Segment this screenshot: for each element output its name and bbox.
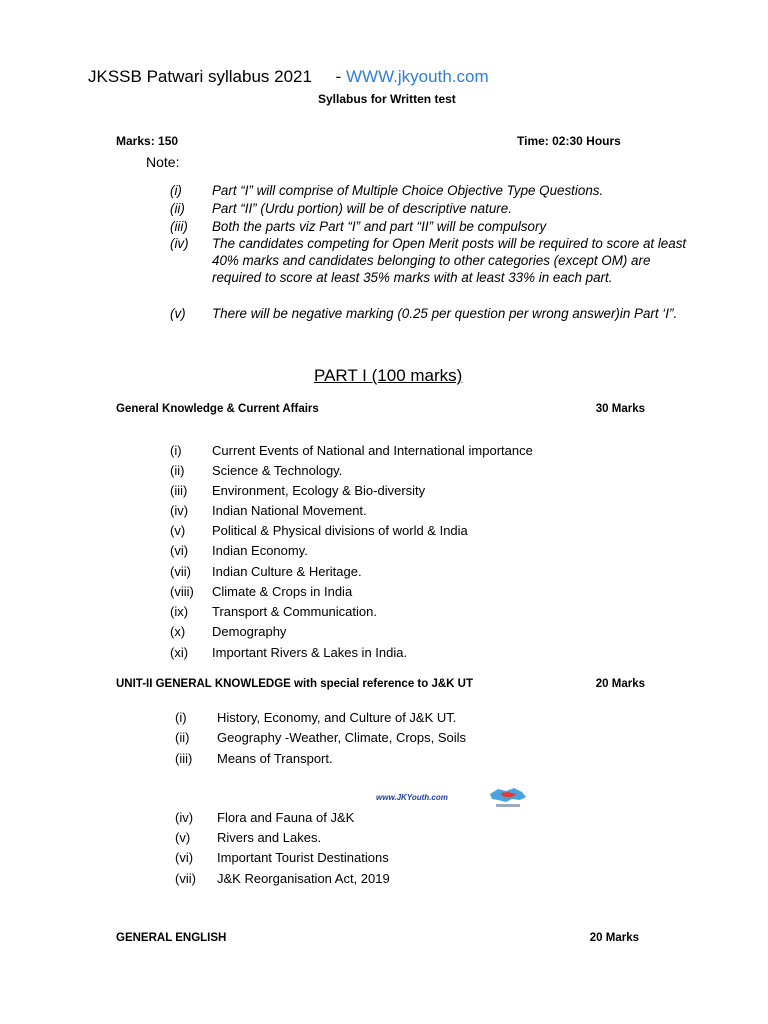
item-number: (v) xyxy=(175,830,191,845)
note-item xyxy=(170,200,690,217)
item-text: Demography xyxy=(212,624,287,639)
item-number: (ii) xyxy=(170,463,185,478)
item-text: Science & Technology. xyxy=(212,463,343,478)
item-text: J&K Reorganisation Act, 2019 xyxy=(217,871,390,886)
section-title: GENERAL ENGLISH xyxy=(116,932,227,944)
item-text: Indian National Movement. xyxy=(212,503,367,518)
note-number: (i) xyxy=(170,183,182,198)
note-text: The candidates competing for Open Merit posts will be required to score at least 40% marks and candidates belonging to other categories (except OM) are required to score at least 35% marks with at least 33% in each part. xyxy=(212,236,687,285)
section-marks: 30 Marks xyxy=(595,403,645,415)
note-text: There will be negative marking (0.25 per question per wrong answer)in Part ‘I”. xyxy=(212,306,678,321)
title-text: JKSSB Patwari syllabus 2021 xyxy=(88,67,312,86)
part-one-heading: PART I (100 marks) xyxy=(314,366,463,385)
item-text: Flora and Fauna of J&K xyxy=(217,810,355,825)
note-item xyxy=(170,218,690,235)
item-text: Environment, Ecology & Bio-diversity xyxy=(212,483,426,498)
note-text: Part “II” (Urdu portion) will be of descriptive nature. xyxy=(212,201,512,216)
note-text: Part “I” will comprise of Multiple Choice Objective Type Questions. xyxy=(212,183,604,198)
section-title: UNIT-II GENERAL KNOWLEDGE with special reference to J&K UT xyxy=(116,678,473,690)
item-text: Transport & Communication. xyxy=(212,604,377,619)
note-number: (iii) xyxy=(170,219,188,234)
item-number: (iv) xyxy=(170,503,189,518)
item-number: (i) xyxy=(175,710,187,725)
jkyouth-watermark-logo xyxy=(372,786,534,812)
item-text: Important Rivers & Lakes in India. xyxy=(212,645,408,660)
item-number: (x) xyxy=(170,624,186,639)
title-separator: - xyxy=(335,67,342,86)
note-item xyxy=(170,235,690,305)
section-marks: 20 Marks xyxy=(589,932,639,944)
note-text: Both the parts viz Part “I” and part “II” will be compulsory xyxy=(212,219,547,234)
note-item xyxy=(170,182,690,199)
item-number: (iii) xyxy=(175,751,193,766)
item-number: (viii) xyxy=(170,584,194,599)
note-heading: Note: xyxy=(146,154,180,170)
item-number: (i) xyxy=(170,443,182,458)
item-text: History, Economy, and Culture of J&K UT. xyxy=(217,710,457,725)
item-number: (vi) xyxy=(175,850,194,865)
item-number: (v) xyxy=(170,523,186,538)
note-item xyxy=(170,305,690,341)
item-text: Rivers and Lakes. xyxy=(217,830,322,845)
logo-text: www.JKYouth.com xyxy=(376,793,448,802)
item-number: (xi) xyxy=(170,645,189,660)
item-number: (ix) xyxy=(170,604,189,619)
item-number: (ii) xyxy=(175,730,190,745)
item-text: Means of Transport. xyxy=(217,751,333,766)
document-title xyxy=(88,67,489,87)
item-number: (vii) xyxy=(170,564,191,579)
item-text: Climate & Crops in India xyxy=(212,584,353,599)
item-number: (iii) xyxy=(170,483,188,498)
item-text: Political & Physical divisions of world & India xyxy=(212,523,468,538)
item-text: Geography -Weather, Climate, Crops, Soils xyxy=(217,730,467,745)
item-text: Current Events of National and International importance xyxy=(212,443,533,458)
note-number: (v) xyxy=(170,306,186,321)
item-number: (vi) xyxy=(170,543,189,558)
section-header xyxy=(116,403,645,419)
section-header xyxy=(116,932,639,948)
item-text: Indian Culture & Heritage. xyxy=(212,564,362,579)
item-number: (vii) xyxy=(175,871,196,886)
website-link[interactable]: WWW.jkyouth.com xyxy=(345,67,489,86)
item-number: (iv) xyxy=(175,810,194,825)
section-title: General Knowledge & Current Affairs xyxy=(116,403,319,415)
note-number: (ii) xyxy=(170,201,185,216)
map-icon xyxy=(486,786,530,812)
document-subtitle: Syllabus for Written test xyxy=(318,92,456,106)
total-marks: Marks: 150 xyxy=(116,134,179,148)
exam-time: Time: 02:30 Hours xyxy=(517,134,621,148)
item-text: Important Tourist Destinations xyxy=(217,850,389,865)
note-number: (iv) xyxy=(170,236,189,251)
item-text: Indian Economy. xyxy=(212,543,308,558)
section-header xyxy=(116,678,645,694)
section-marks: 20 Marks xyxy=(595,678,645,690)
